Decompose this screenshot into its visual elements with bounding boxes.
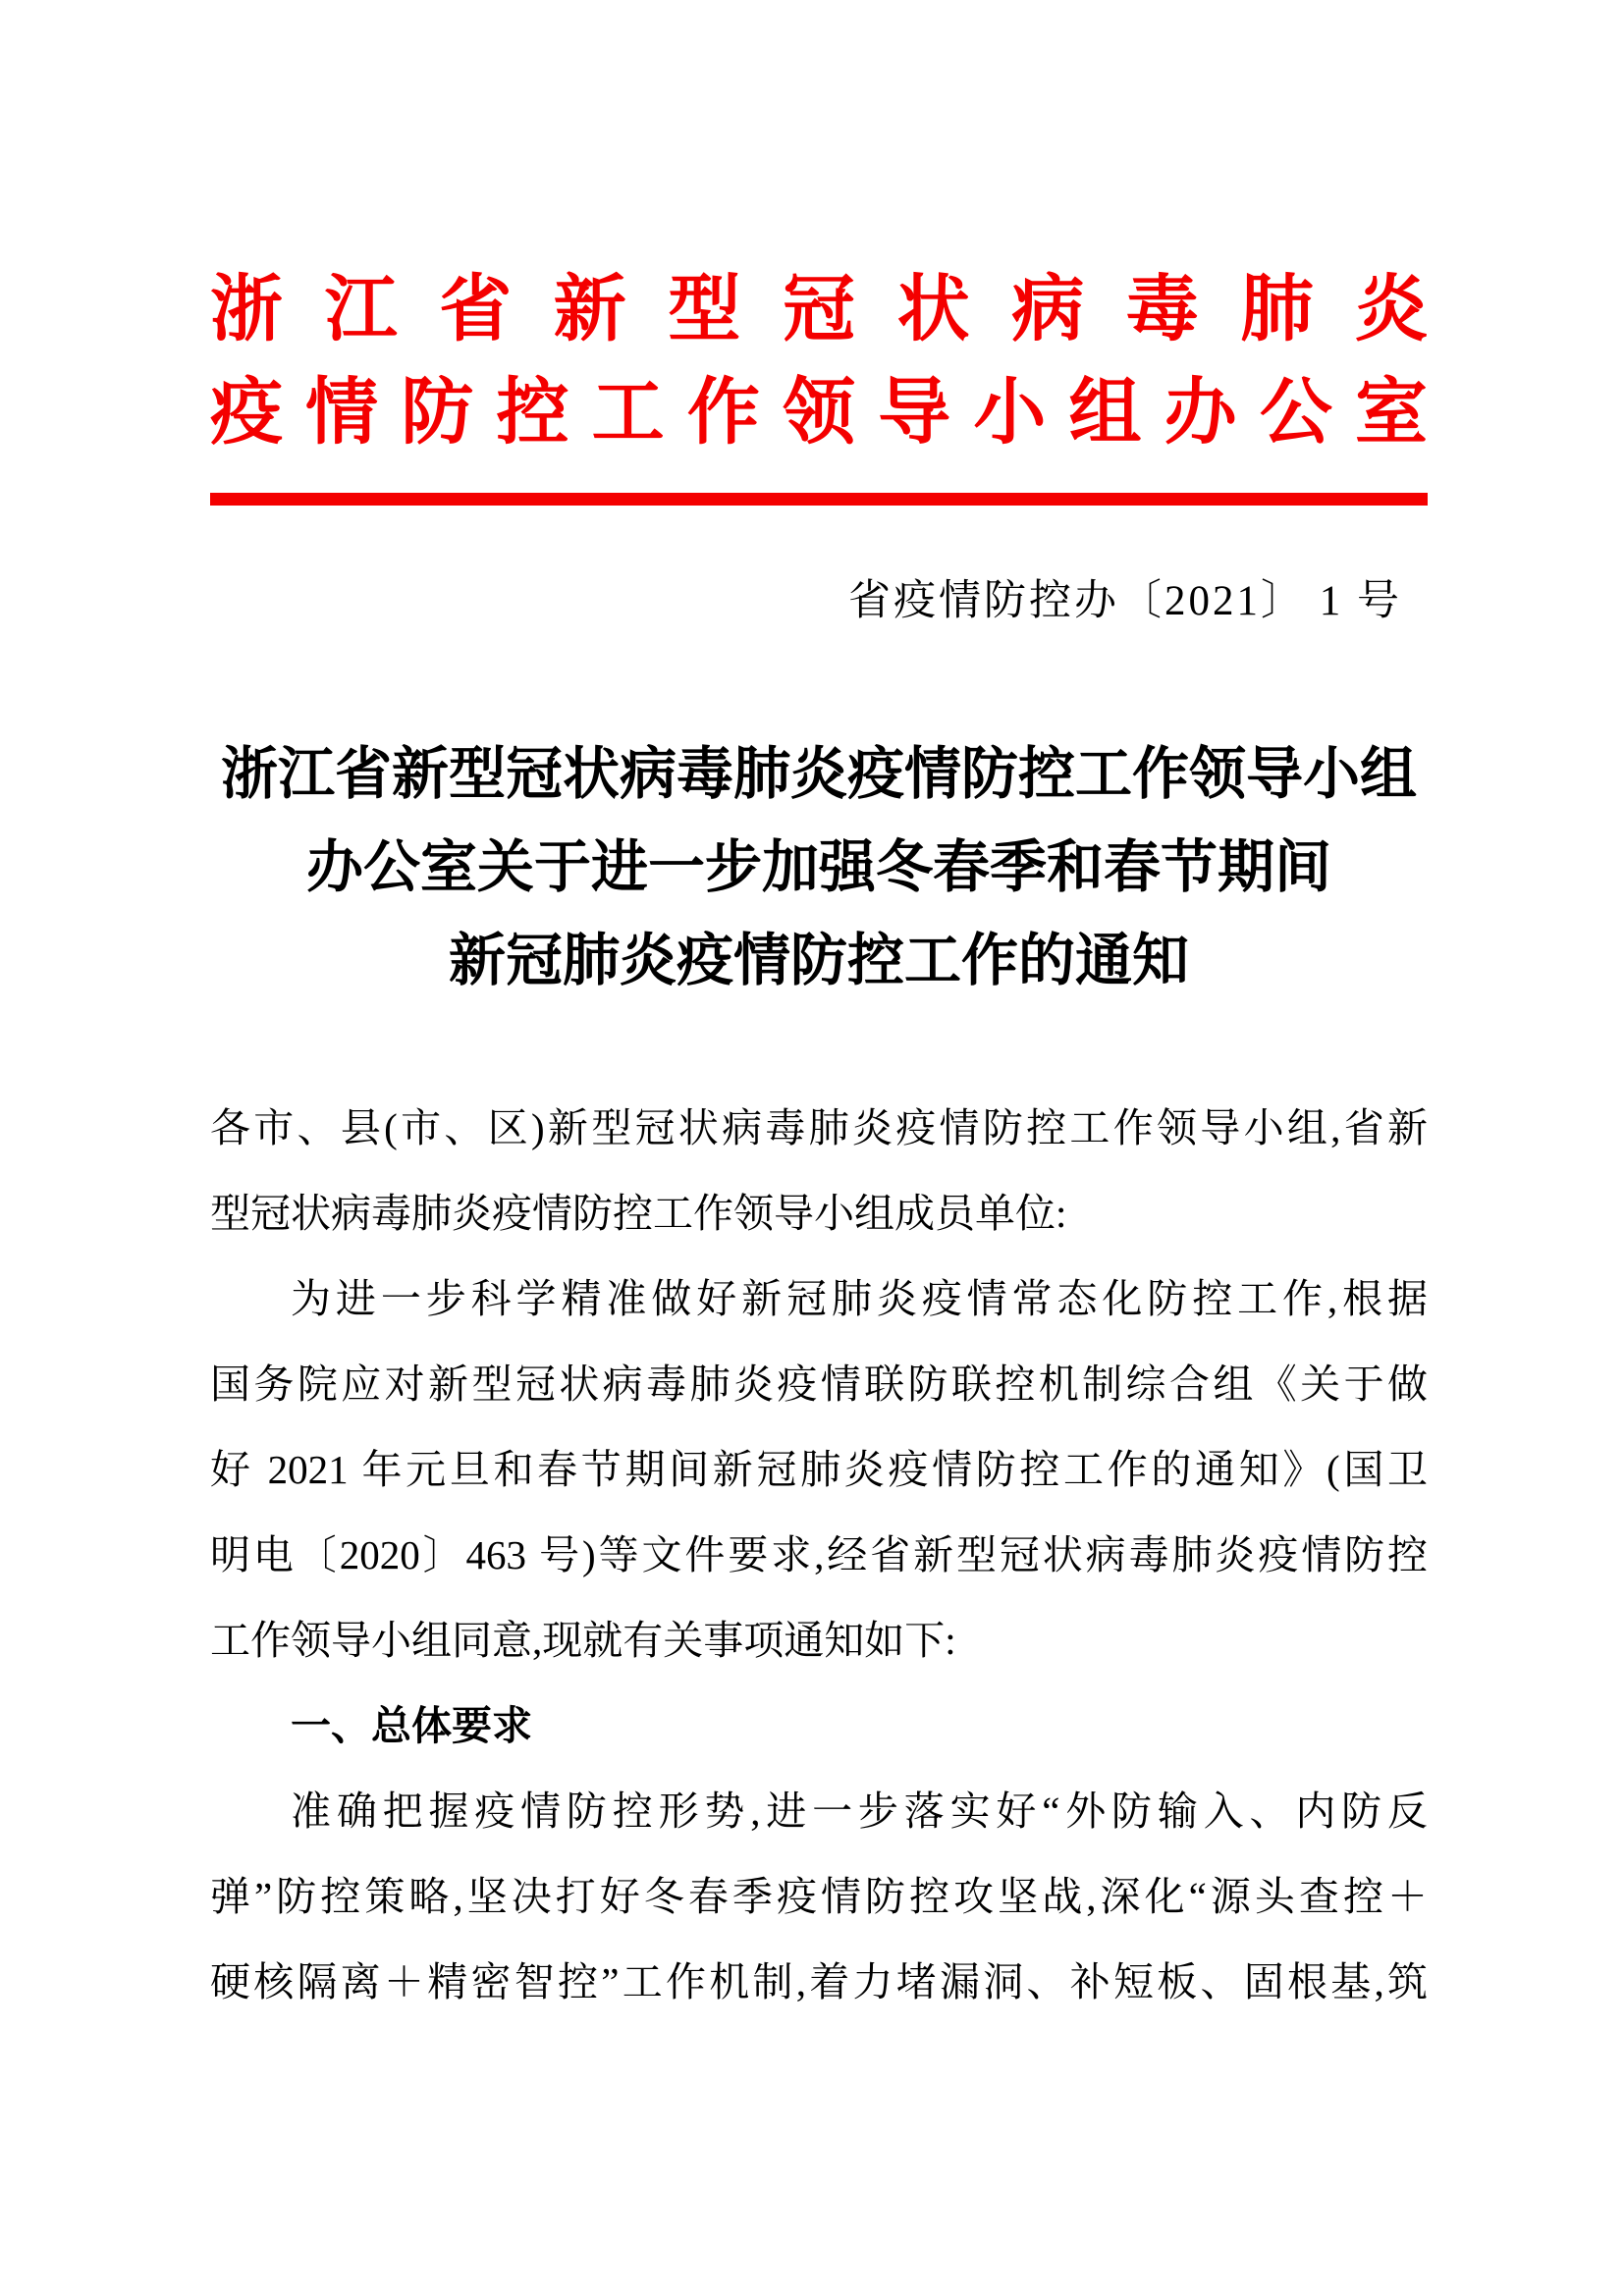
body-line-section1-1: 准确把握疫情防控形势,进一步落实好“外防输入、内防反 bbox=[291, 1789, 1428, 1834]
letterhead-line-2: 疫情防控工作领导小组办公室 bbox=[210, 373, 1428, 454]
body-line-section1-3: 硬核隔离＋精密智控”工作机制,着力堵漏洞、补短板、固根基,筑 bbox=[210, 1959, 1428, 2004]
title-line-3: 新冠肺炎疫情防控工作的通知 bbox=[448, 929, 1189, 992]
document-body bbox=[210, 1086, 1428, 2025]
body-line-salutation-2: 型冠状病毒肺炎疫情防控工作领导小组成员单位: bbox=[210, 1191, 1067, 1236]
body-line-intro-5: 工作领导小组同意,现就有关事项通知如下: bbox=[210, 1618, 956, 1663]
body-line-intro-1: 为进一步科学精准做好新冠肺炎疫情常态化防控工作,根据 bbox=[291, 1276, 1428, 1321]
document-title bbox=[210, 727, 1428, 1007]
doc-number: 省疫情防控办〔2021〕 1 号 bbox=[848, 578, 1402, 624]
letterhead bbox=[210, 259, 1428, 465]
body-line-intro-2: 国务院应对新型冠状病毒肺炎疫情联防联控机制综合组《关于做 bbox=[210, 1362, 1428, 1407]
body-line-intro-3: 好 2021 年元旦和春节期间新冠肺炎疫情防控工作的通知》(国卫 bbox=[210, 1447, 1428, 1492]
letterhead-line-1: 浙江省新型冠状病毒肺炎 bbox=[210, 270, 1428, 350]
body-line-section1-2: 弹”防控策略,坚决打好冬春季疫情防控攻坚战,深化“源头查控＋ bbox=[210, 1874, 1428, 1919]
section-heading: 一、总体要求 bbox=[291, 1703, 532, 1748]
title-line-1: 浙江省新型冠状病毒肺炎疫情防控工作领导小组 bbox=[220, 742, 1417, 806]
title-line-2: 办公室关于进一步加强冬春季和春节期间 bbox=[305, 835, 1331, 899]
red-separator-rule bbox=[210, 493, 1428, 506]
body-line-intro-4: 明电〔2020〕463 号)等文件要求,经省新型冠状病毒肺炎疫情防控 bbox=[210, 1532, 1428, 1577]
body-line-salutation-1: 各市、县(市、区)新型冠状病毒肺炎疫情防控工作领导小组,省新 bbox=[210, 1105, 1428, 1150]
